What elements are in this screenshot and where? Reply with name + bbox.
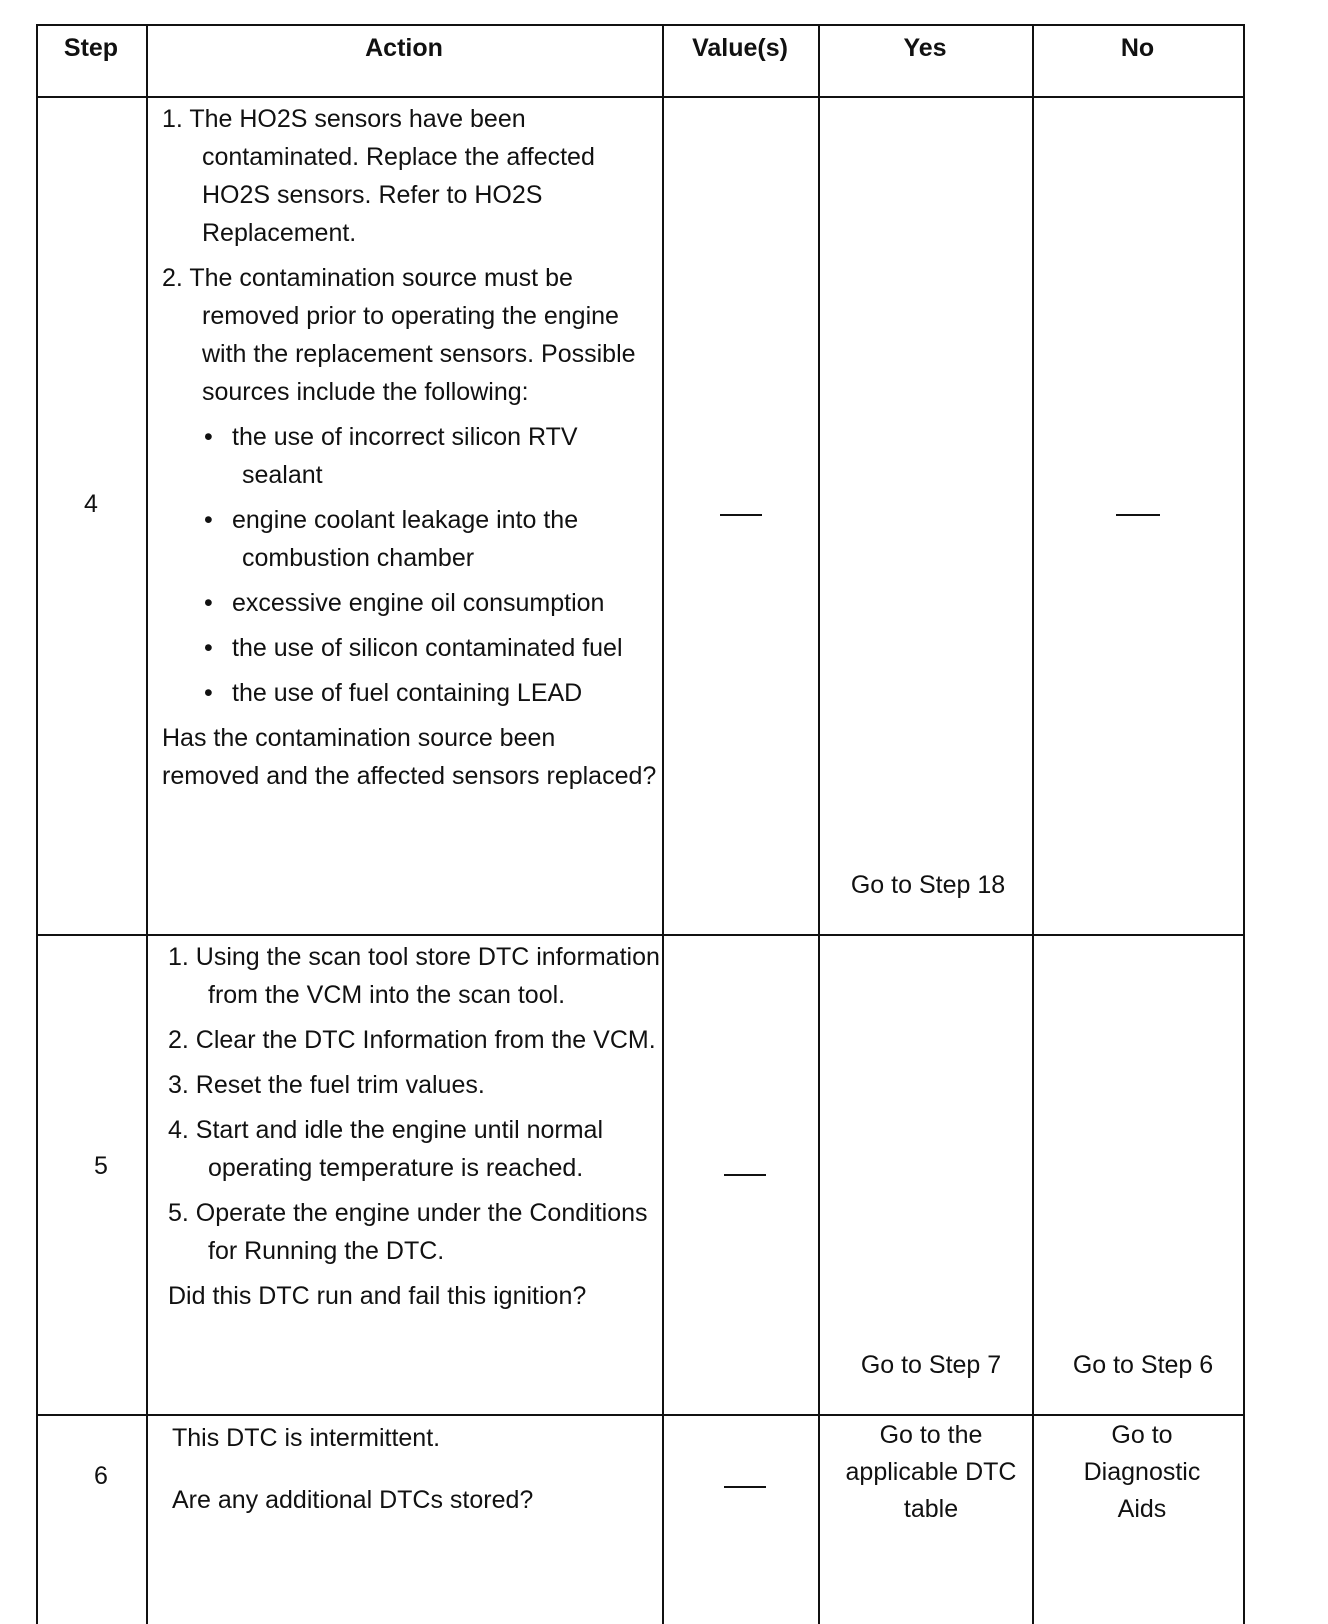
step-number: 5 xyxy=(94,1152,108,1180)
step-number: 4 xyxy=(84,490,98,518)
action-item: 5. Operate the engine under the Conditions for Running the DTC. xyxy=(168,1199,648,1265)
col-border-left xyxy=(36,24,38,1624)
col-border-action-values xyxy=(662,24,664,1624)
header-action: Action xyxy=(365,34,443,62)
bullet-icon: • xyxy=(204,634,213,662)
yes-result: Go to Step 18 xyxy=(850,871,1006,899)
action-cell xyxy=(168,938,664,1315)
bullet-icon: • xyxy=(204,506,213,534)
action-question: Has the contamination source been removed and the affected sensors replaced? xyxy=(162,724,657,790)
step-number: 6 xyxy=(94,1462,108,1490)
bullet-text: engine coolant leakage into the combustion chamber xyxy=(232,506,579,572)
col-border-step-action xyxy=(146,24,148,1624)
header-no: No xyxy=(1120,34,1155,62)
bullet-icon: • xyxy=(204,423,213,451)
bullet-icon: • xyxy=(204,589,213,617)
action-cell xyxy=(162,100,658,795)
bullet-text: the use of incorrect silicon RTV sealant xyxy=(232,423,578,489)
header-step: Step xyxy=(63,34,119,62)
col-border-values-yes xyxy=(818,24,820,1624)
bullet-text: the use of fuel containing LEAD xyxy=(232,679,583,707)
bullet-item xyxy=(162,418,658,494)
diagnostic-table xyxy=(36,24,1300,1624)
value-dash xyxy=(724,1174,766,1176)
bullet-icon: • xyxy=(204,679,213,707)
action-item: 3. Reset the fuel trim values. xyxy=(168,1071,485,1099)
row-border-header xyxy=(36,96,1245,98)
no-result: Go to Diagnostic Aids xyxy=(1083,1421,1201,1523)
bullet-item xyxy=(162,584,658,622)
action-item: 2. The contamination source must be removed prior to operating the engine with the replacement sensors. Possible sources include the following: xyxy=(162,264,636,406)
yes-result: Go to Step 7 xyxy=(860,1351,1002,1379)
row-border-step5 xyxy=(36,1414,1245,1416)
no-result: Go to Step 6 xyxy=(1072,1351,1214,1379)
action-item: 4. Start and idle the engine until normal operating temperature is reached. xyxy=(168,1116,603,1182)
header-values: Value(s) xyxy=(692,34,788,62)
row-border-step4 xyxy=(36,934,1245,936)
col-border-yes-no xyxy=(1032,24,1034,1624)
bullet-item xyxy=(162,501,658,577)
action-item: 1. Using the scan tool store DTC information from the VCM into the scan tool. xyxy=(168,943,660,1009)
action-item: 1. The HO2S sensors have been contaminated. Replace the affected HO2S sensors. Refer to HO2S Replacement. xyxy=(162,105,595,247)
value-dash xyxy=(724,1486,766,1488)
bullet-text: the use of silicon contaminated fuel xyxy=(232,634,623,662)
action-item: 2. Clear the DTC Information from the VCM. xyxy=(168,1026,656,1054)
action-question: Are any additional DTCs stored? xyxy=(172,1486,534,1514)
no-dash xyxy=(1116,514,1160,516)
action-question: Did this DTC run and fail this ignition? xyxy=(168,1282,587,1310)
value-dash xyxy=(720,514,762,516)
row-border-top xyxy=(36,24,1245,26)
bullet-item xyxy=(162,674,658,712)
yes-result: Go to the applicable DTC table xyxy=(845,1421,1017,1523)
action-cell xyxy=(172,1419,652,1519)
bullet-text: excessive engine oil consumption xyxy=(232,589,605,617)
bullet-item xyxy=(162,629,658,667)
action-line: This DTC is intermittent. xyxy=(172,1424,441,1452)
col-border-right xyxy=(1243,24,1245,1624)
header-yes: Yes xyxy=(903,34,947,62)
